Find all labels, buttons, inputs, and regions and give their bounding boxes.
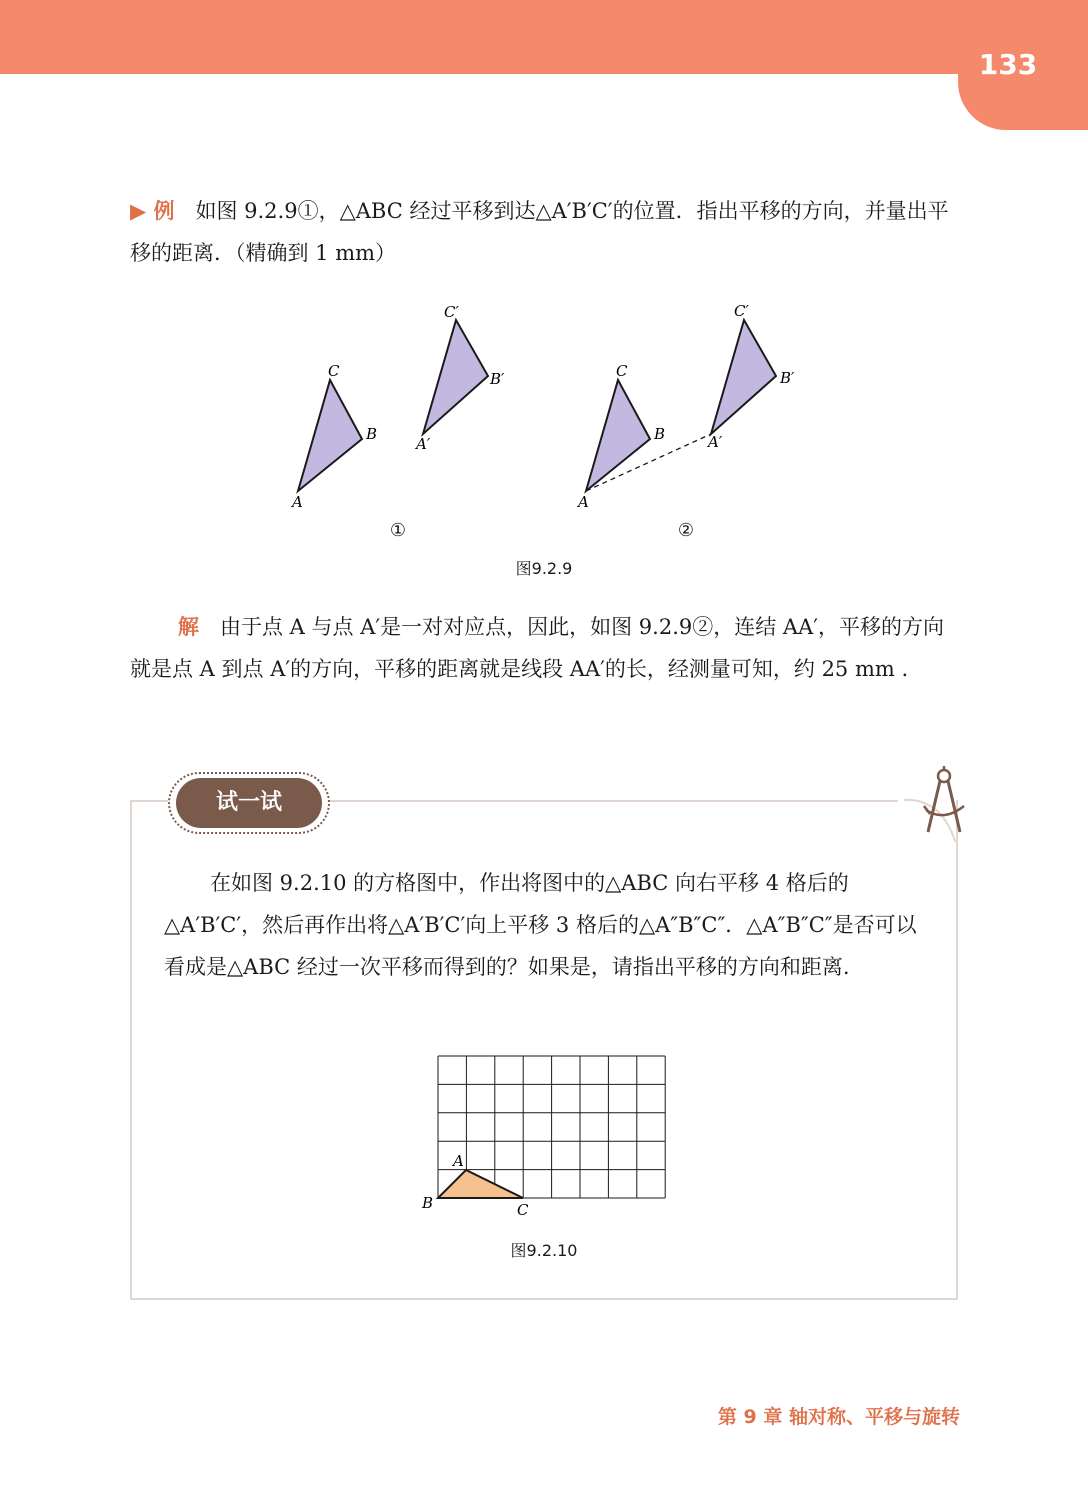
figure-9-2-9 [270,296,810,526]
triangle-abc-2 [586,380,650,491]
figure-sub-2: ② [677,520,695,541]
label-b-prime-1: B′ [490,370,505,388]
figure-9-2-10 [414,1052,674,1222]
label-a-1: A [292,493,303,511]
triangle-abc-grid [438,1170,523,1198]
triangle-abc-1 [298,380,362,491]
try-it-top-line-right [330,800,898,802]
triangle-abc-prime-1 [423,320,488,434]
grid-label-b: B [422,1194,434,1212]
try-it-title: 试一试 [176,778,322,828]
label-a-prime-1: A′ [416,435,431,453]
label-c-2: C [616,362,628,380]
try-it-paragraph [164,862,934,988]
solution-text: 由于点 A 与点 A′是一对对应点，因此，如图 9.2.9②，连结 AA′，平移的方向就是点 A 到点 A′的方向，平移的距离就是线段 AA′的长，经测量可知，约 25 mm . [130,615,945,681]
label-a-prime-2: A′ [708,433,723,451]
triangle-abc-prime-2 [711,320,776,434]
example-paragraph [130,190,960,274]
example-marker: ▶ 例 [130,199,175,223]
try-it-text: 在如图 9.2.10 的方格图中，作出将图中的△ABC 向右平移 4 格后的△A′B′C′，然后再作出将△A′B′C′向上平移 3 格后的△A″B″C″．△A″B″C″是否可以看成是△ABC 经过一次平移而得到的？如果是，请指出平移的方向和距离. [164,871,917,979]
compass-icon [904,762,972,842]
label-c-1: C [328,362,340,380]
top-banner [0,0,1088,74]
chapter-footer: 第 9 章 轴对称、平移与旋转 [717,1406,960,1428]
page-number: 133 [978,48,1038,81]
label-c-prime-2: C′ [734,302,749,320]
label-b-1: B [366,425,378,443]
label-b-2: B [654,425,666,443]
try-it-top-line-left [130,800,170,802]
label-b-prime-2: B′ [780,369,795,387]
grid-label-c: C [517,1201,529,1219]
grid-label-a: A [453,1152,464,1170]
example-text: 如图 9.2.9①，△ABC 经过平移到达△A′B′C′的位置．指出平移的方向，并量出平移的距离．（精确到 1 mm） [130,199,949,265]
solution-paragraph [130,606,960,690]
figure-caption-9-2-9: 图9.2.9 [515,559,573,578]
figure-sub-1: ① [389,520,407,541]
solution-marker: 解 [178,615,199,639]
label-c-prime-1: C′ [444,303,459,321]
figure-caption-9-2-10: 图9.2.10 [510,1241,578,1260]
label-a-2: A [578,493,589,511]
